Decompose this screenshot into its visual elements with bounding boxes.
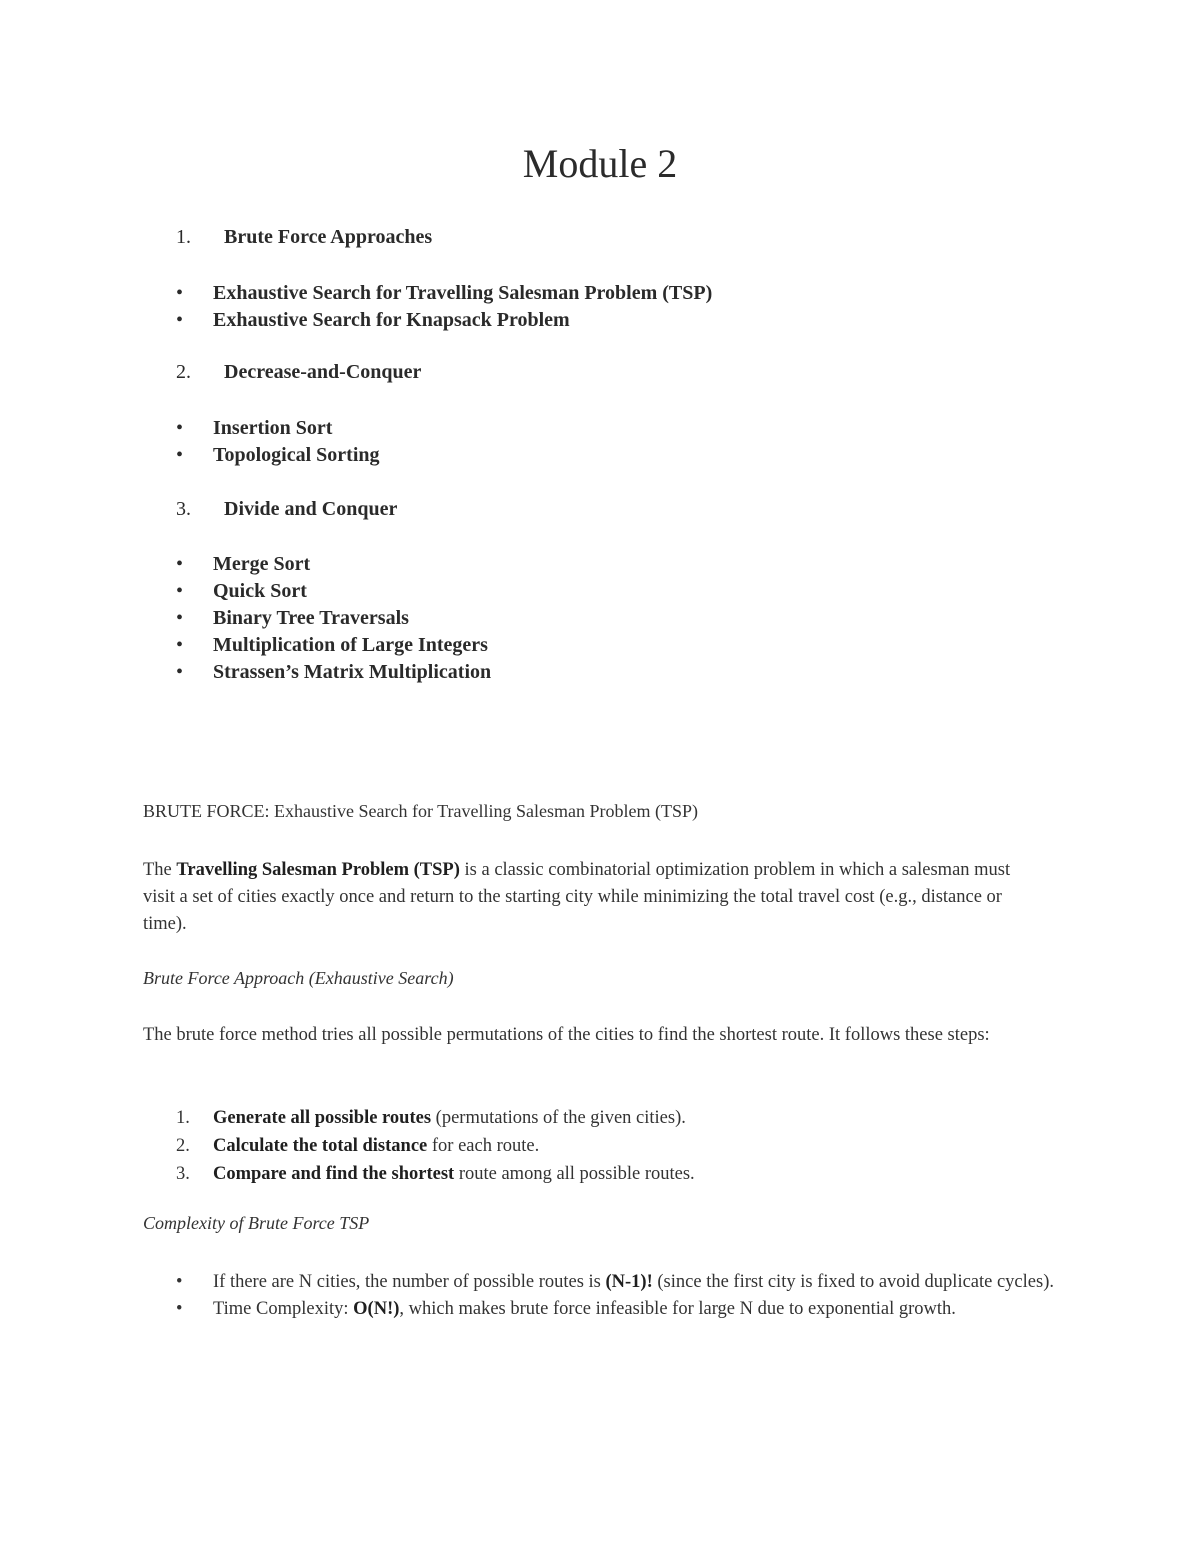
- list-item: • Multiplication of Large Integers: [176, 632, 491, 659]
- subheading-complexity: Complexity of Brute Force TSP: [143, 1213, 370, 1233]
- toc-list-1: [176, 280, 712, 334]
- list-item: 2. Calculate the total distance for each route.: [176, 1136, 540, 1156]
- list-item: 1. Generate all possible routes (permutations of the given cities).: [176, 1108, 686, 1128]
- toc-heading-3: [176, 498, 397, 521]
- list-item: • Exhaustive Search for Knapsack Problem: [176, 307, 712, 334]
- toc-heading-2: [176, 361, 421, 384]
- section-heading: BRUTE FORCE: Exhaustive Search for Travelling Salesman Problem (TSP): [143, 801, 698, 821]
- bullet-icon: •: [176, 553, 184, 575]
- toc-heading-text: Divide and Conquer: [224, 498, 398, 520]
- bullet-icon: •: [176, 1299, 183, 1319]
- bullet-icon: •: [176, 444, 184, 466]
- toc-number: 1.: [176, 226, 191, 248]
- bullet-icon: •: [176, 282, 184, 304]
- bullet-icon: •: [176, 607, 184, 629]
- list-item: • Binary Tree Traversals: [176, 605, 491, 632]
- toc-heading-text: Decrease-and-Conquer: [224, 361, 422, 383]
- approach-paragraph: The brute force method tries all possible permutations of the cities to find the shortest route. It follows these steps:: [143, 1025, 990, 1045]
- complexity-list: [176, 1269, 1066, 1323]
- list-item: • If there are N cities, the number of possible routes is (N-1)! (since the first city is fixed to avoid duplicate cycles).: [176, 1269, 1066, 1296]
- bullet-icon: •: [176, 309, 184, 331]
- toc-number: 3.: [176, 498, 191, 520]
- toc-number: 2.: [176, 361, 191, 383]
- bullet-icon: •: [176, 580, 184, 602]
- page-title: Module 2: [522, 141, 678, 186]
- intro-paragraph: The Travelling Salesman Problem (TSP) is a classic combinatorial optimization problem in which a salesman must visit a set of cities exactly once and return to the starting city while minimizing the total travel cost (e.g., distance or time).: [143, 860, 1011, 934]
- toc-list-3: [176, 551, 491, 686]
- list-item: • Time Complexity: O(N!), which makes brute force infeasible for large N due to exponential growth.: [176, 1296, 1066, 1323]
- list-item: • Topological Sorting: [176, 442, 380, 469]
- bold-term: Travelling Salesman Problem (TSP): [176, 860, 460, 880]
- toc-heading-text: Brute Force Approaches: [224, 226, 433, 248]
- subheading-approach: Brute Force Approach (Exhaustive Search): [143, 968, 454, 988]
- list-item: • Strassen’s Matrix Multiplication: [176, 659, 491, 686]
- toc-heading-1: [176, 226, 432, 249]
- bullet-icon: •: [176, 634, 184, 656]
- bullet-icon: •: [176, 1272, 183, 1292]
- list-item: • Merge Sort: [176, 551, 491, 578]
- bullet-icon: •: [176, 417, 184, 439]
- toc-list-2: [176, 415, 380, 469]
- steps-list: [176, 1104, 695, 1188]
- bullet-icon: •: [176, 661, 184, 683]
- list-item: • Insertion Sort: [176, 415, 380, 442]
- list-item: 3. Compare and find the shortest route among all possible routes.: [176, 1164, 695, 1184]
- list-item: • Quick Sort: [176, 578, 491, 605]
- list-item: • Exhaustive Search for Travelling Salesman Problem (TSP): [176, 280, 712, 307]
